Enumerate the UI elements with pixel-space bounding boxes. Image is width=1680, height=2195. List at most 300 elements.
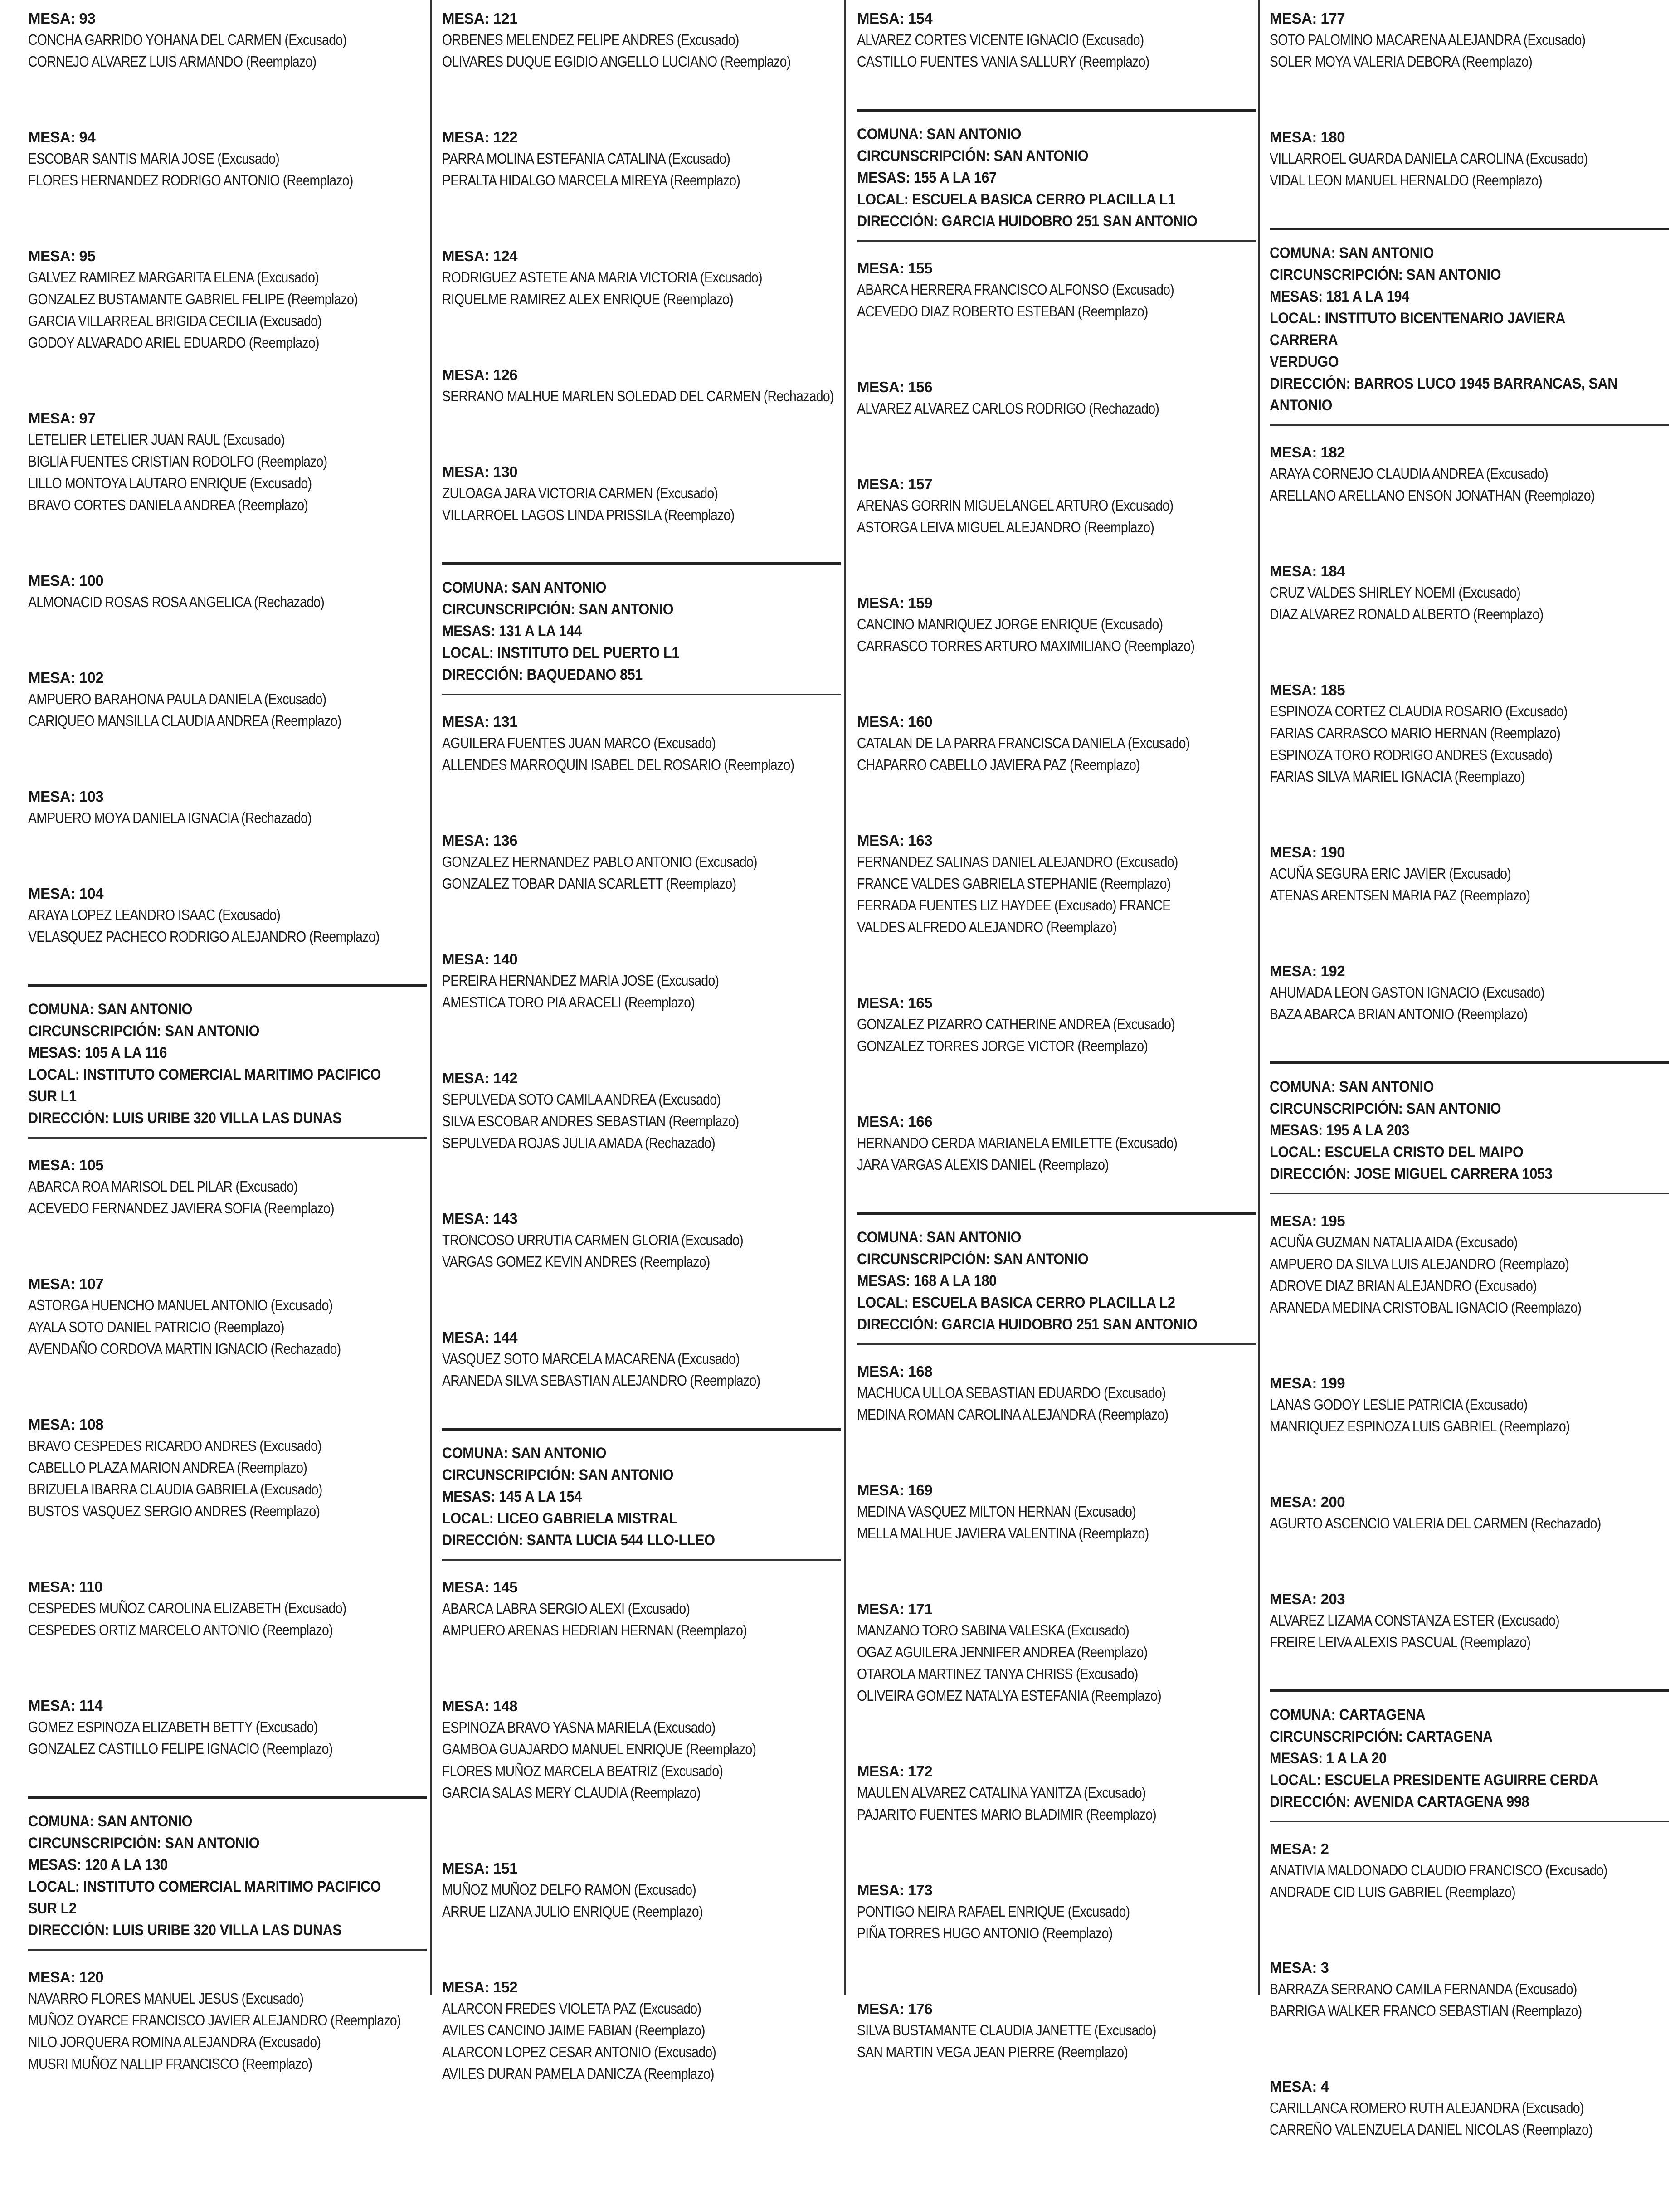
member-line: AMPUERO MOYA DANIELA IGNACIA (Rechazado)	[28, 809, 312, 826]
member-line: MEDINA VASQUEZ MILTON HERNAN (Excusado)	[857, 1503, 1136, 1520]
member-line: GONZALEZ TOBAR DANIA SCARLETT (Reemplazo)	[442, 875, 736, 892]
member-line: BIGLIA FUENTES CRISTIAN RODOLFO (Reemplazo)	[28, 453, 327, 470]
mesa-title: MESA: 105	[28, 1157, 104, 1173]
member-line: ORBENES MELENDEZ FELIPE ANDRES (Excusado)	[442, 31, 739, 48]
mesa-title: MESA: 145	[442, 1579, 518, 1596]
member-line: SEPULVEDA ROJAS JULIA AMADA (Rechazado)	[442, 1134, 715, 1151]
mesa-entry	[28, 1155, 427, 1219]
mesa-title: MESA: 180	[1270, 129, 1345, 146]
member-line: CHAPARRO CABELLO JAVIERA PAZ (Reemplazo)	[857, 756, 1140, 773]
member-line: GALVEZ RAMIREZ MARGARITA ELENA (Excusado)	[28, 269, 319, 286]
mesa-entry	[1270, 442, 1669, 506]
header-line: COMUNA: SAN ANTONIO	[857, 1229, 1022, 1246]
member-line: VILLARROEL GUARDA DANIELA CAROLINA (Excusado)	[1270, 150, 1588, 167]
member-line: FLORES HERNANDEZ RODRIGO ANTONIO (Reemplazo)	[28, 172, 353, 189]
header-line: CIRCUNSCRIPCIÓN: SAN ANTONIO	[857, 147, 1089, 165]
member-line: GOMEZ ESPINOZA ELIZABETH BETTY (Excusado)	[28, 1718, 318, 1735]
mesa-entry	[1270, 8, 1669, 73]
member-line: SILVA BUSTAMANTE CLAUDIA JANETTE (Excusado)	[857, 2022, 1156, 2039]
header-line: CIRCUNSCRIPCIÓN: SAN ANTONIO	[1270, 266, 1501, 283]
mesa-entry	[28, 883, 427, 948]
mesa-title: MESA: 200	[1270, 1494, 1345, 1510]
mesa-title: MESA: 108	[28, 1416, 104, 1433]
mesa-title: MESA: 163	[857, 832, 933, 849]
mesa-entry	[442, 711, 841, 776]
local-header	[28, 1796, 427, 1951]
member-line: OLIVEIRA GOMEZ NATALYA ESTEFANIA (Reemplazo)	[857, 1687, 1162, 1704]
mesa-title: MESA: 176	[857, 2000, 933, 2017]
header-line: DIRECCIÓN: LUIS URIBE 320 VILLA LAS DUNAS	[28, 1110, 342, 1127]
header-line: MESAS: 155 A LA 167	[857, 169, 997, 186]
member-line: ESPINOZA CORTEZ CLAUDIA ROSARIO (Excusado)	[1270, 703, 1568, 720]
column-divider	[430, 0, 432, 1995]
mesa-entry	[857, 258, 1256, 322]
member-line: GONZALEZ HERNANDEZ PABLO ANTONIO (Excusado)	[442, 853, 757, 870]
member-line: AMPUERO BARAHONA PAULA DANIELA (Excusado)	[28, 691, 326, 707]
mesa-title: MESA: 3	[1270, 1959, 1329, 1976]
header-line: LOCAL: INSTITUTO COMERCIAL MARITIMO PACIFICO	[28, 1066, 381, 1083]
mesa-entry	[442, 1577, 841, 1641]
header-line: MESAS: 120 A LA 130	[28, 1856, 168, 1874]
member-line: ALARCON FREDES VIOLETA PAZ (Excusado)	[442, 2000, 701, 2017]
member-line: AVILES DURAN PAMELA DANICZA (Reemplazo)	[442, 2065, 714, 2082]
member-line: SAN MARTIN VEGA JEAN PIERRE (Reemplazo)	[857, 2044, 1128, 2060]
member-line: ARRUE LIZANA JULIO ENRIQUE (Reemplazo)	[442, 1903, 703, 1920]
member-line: ESPINOZA BRAVO YASNA MARIELA (Excusado)	[442, 1719, 716, 1736]
mesa-entry	[857, 1599, 1256, 1707]
mesa-entry	[28, 1274, 427, 1360]
header-line: LOCAL: ESCUELA CRISTO DEL MAIPO	[1270, 1144, 1524, 1161]
member-line: ESPINOZA TORO RODRIGO ANDRES (Excusado)	[1270, 746, 1553, 763]
member-line: CATALAN DE LA PARRA FRANCISCA DANIELA (Excusado)	[857, 735, 1190, 751]
header-line: DIRECCIÓN: SANTA LUCIA 544 LLO-LLEO	[442, 1532, 715, 1549]
mesa-title: MESA: 155	[857, 260, 933, 277]
mesa-entry	[1270, 1957, 1669, 2022]
member-line: PERALTA HIDALGO MARCELA MIREYA (Reemplazo)	[442, 172, 740, 189]
mesa-title: MESA: 168	[857, 1363, 933, 1380]
member-line: JARA VARGAS ALEXIS DANIEL (Reemplazo)	[857, 1156, 1109, 1173]
mesa-entry	[442, 462, 841, 526]
member-line: VELASQUEZ PACHECO RODRIGO ALEJANDRO (Reemplazo)	[28, 928, 380, 945]
column-3	[857, 8, 1256, 2117]
member-line: ACEVEDO DIAZ ROBERTO ESTEBAN (Reemplazo)	[857, 303, 1148, 320]
mesa-title: MESA: 190	[1270, 844, 1345, 861]
member-line: ALLENDES MARROQUIN ISABEL DEL ROSARIO (Reemplazo)	[442, 756, 794, 773]
mesa-title: MESA: 192	[1270, 963, 1345, 979]
member-line: MAULEN ALVAREZ CATALINA YANITZA (Excusado)	[857, 1784, 1146, 1801]
mesa-title: MESA: 151	[442, 1860, 518, 1877]
header-line: CIRCUNSCRIPCIÓN: SAN ANTONIO	[442, 601, 674, 618]
member-line: RIQUELME RAMIREZ ALEX ENRIQUE (Reemplazo)	[442, 291, 734, 307]
mesa-title: MESA: 169	[857, 1482, 933, 1499]
member-line: LILLO MONTOYA LAUTARO ENRIQUE (Excusado)	[28, 475, 312, 492]
member-line: GARCIA VILLARREAL BRIGIDA CECILIA (Excusado)	[28, 312, 321, 329]
member-line: ACEVEDO FERNANDEZ JAVIERA SOFIA (Reemplazo)	[28, 1200, 334, 1217]
local-header	[28, 984, 427, 1139]
member-line: ACUÑA SEGURA ERIC JAVIER (Excusado)	[1270, 865, 1511, 882]
member-line: CESPEDES MUÑOZ CAROLINA ELIZABETH (Excusado)	[28, 1600, 346, 1616]
mesa-entry	[442, 365, 841, 407]
mesa-entry	[28, 570, 427, 613]
member-line: ALVAREZ CORTES VICENTE IGNACIO (Excusado)	[857, 31, 1144, 48]
mesa-title: MESA: 95	[28, 248, 96, 264]
member-line: AYALA SOTO DANIEL PATRICIO (Reemplazo)	[28, 1319, 284, 1335]
header-line: LOCAL: INSTITUTO COMERCIAL MARITIMO PACIFICO	[28, 1878, 381, 1895]
member-line: FERNANDEZ SALINAS DANIEL ALEJANDRO (Excusado)	[857, 853, 1178, 870]
member-line: AVILES CANCINO JAIME FABIAN (Reemplazo)	[442, 2022, 705, 2039]
member-line: ATENAS ARENTSEN MARIA PAZ (Reemplazo)	[1270, 887, 1530, 904]
member-line: ASTORGA LEIVA MIGUEL ALEJANDRO (Reemplazo)	[857, 519, 1154, 535]
member-line: RODRIGUEZ ASTETE ANA MARIA VICTORIA (Excusado)	[442, 269, 762, 286]
mesa-title: MESA: 160	[857, 713, 933, 730]
header-line: MESAS: 105 A LA 116	[28, 1044, 167, 1061]
mesa-title: MESA: 114	[28, 1697, 103, 1714]
header-line: SUR L1	[28, 1088, 77, 1105]
member-line: BAZA ABARCA BRIAN ANTONIO (Reemplazo)	[1270, 1006, 1528, 1022]
member-line: MUÑOZ OYARCE FRANCISCO JAVIER ALEJANDRO (Reemplazo)	[28, 2012, 401, 2029]
header-line: COMUNA: CARTAGENA	[1270, 1706, 1426, 1723]
mesa-title: MESA: 4	[1270, 2078, 1329, 2095]
member-line: AMESTICA TORO PIA ARACELI (Reemplazo)	[442, 994, 695, 1011]
member-line: CARRASCO TORRES ARTURO MAXIMILIANO (Reemplazo)	[857, 638, 1195, 654]
header-line: CIRCUNSCRIPCIÓN: SAN ANTONIO	[857, 1251, 1089, 1268]
header-line: DIRECCIÓN: LUIS URIBE 320 VILLA LAS DUNAS	[28, 1922, 342, 1939]
member-line: ANATIVIA MALDONADO CLAUDIO FRANCISCO (Excusado)	[1270, 1862, 1607, 1879]
mesa-entry	[1270, 1492, 1669, 1534]
mesa-title: MESA: 103	[28, 788, 104, 805]
local-header	[857, 1212, 1256, 1345]
member-line: SILVA ESCOBAR ANDRES SEBASTIAN (Reemplazo)	[442, 1113, 739, 1129]
header-line: CIRCUNSCRIPCIÓN: SAN ANTONIO	[28, 1835, 260, 1852]
local-header	[442, 562, 841, 695]
mesa-entry	[1270, 842, 1669, 906]
mesa-entry	[442, 1327, 841, 1392]
mesa-entry	[28, 1577, 427, 1641]
mesa-entry	[1270, 2076, 1669, 2141]
member-line: GAMBOA GUAJARDO MANUEL ENRIQUE (Reemplazo)	[442, 1741, 756, 1757]
mesa-title: MESA: 143	[442, 1210, 518, 1227]
member-line: BRAVO CESPEDES RICARDO ANDRES (Excusado)	[28, 1437, 321, 1454]
header-line: DIRECCIÓN: BARROS LUCO 1945 BARRANCAS, SAN	[1270, 375, 1617, 392]
member-line: GONZALEZ PIZARRO CATHERINE ANDREA (Excusado)	[857, 1016, 1175, 1032]
mesa-title: MESA: 100	[28, 572, 104, 589]
member-line: ZULOAGA JARA VICTORIA CARMEN (Excusado)	[442, 485, 718, 501]
mesa-entry	[442, 1858, 841, 1922]
mesa-title: MESA: 131	[442, 713, 518, 730]
member-line: CONCHA GARRIDO YOHANA DEL CARMEN (Excusado)	[28, 31, 347, 48]
header-line: COMUNA: SAN ANTONIO	[442, 1445, 607, 1462]
member-line: ARAYA LOPEZ LEANDRO ISAAC (Excusado)	[28, 906, 281, 923]
column-divider	[1258, 0, 1260, 1995]
member-line: LANAS GODOY LESLIE PATRICIA (Excusado)	[1270, 1396, 1528, 1413]
header-line: COMUNA: SAN ANTONIO	[1270, 244, 1434, 262]
header-line: LOCAL: ESCUELA BASICA CERRO PLACILLA L1	[857, 191, 1175, 208]
mesa-title: MESA: 185	[1270, 681, 1345, 698]
mesa-title: MESA: 110	[28, 1578, 103, 1595]
mesa-title: MESA: 159	[857, 594, 933, 611]
member-line: HERNANDO CERDA MARIANELA EMILETTE (Excusado)	[857, 1134, 1178, 1151]
member-line: PAJARITO FUENTES MARIO BLADIMIR (Reemplazo)	[857, 1806, 1157, 1823]
mesa-entry	[1270, 1839, 1669, 1903]
mesa-entry	[442, 949, 841, 1013]
header-line: MESAS: 131 A LA 144	[442, 623, 582, 640]
member-line: AGUILERA FUENTES JUAN MARCO (Excusado)	[442, 735, 716, 751]
header-line: DIRECCIÓN: BAQUEDANO 851	[442, 666, 643, 683]
mesa-title: MESA: 122	[442, 129, 518, 146]
member-line: VARGAS GOMEZ KEVIN ANDRES (Reemplazo)	[442, 1253, 710, 1270]
member-line: CARILLANCA ROMERO RUTH ALEJANDRA (Excusado)	[1270, 2099, 1584, 2116]
mesa-entry	[28, 127, 427, 191]
mesa-entry	[857, 593, 1256, 657]
mesa-title: MESA: 97	[28, 410, 96, 427]
header-line: COMUNA: SAN ANTONIO	[28, 1001, 193, 1018]
mesa-entry	[857, 1480, 1256, 1544]
member-line: CRUZ VALDES SHIRLEY NOEMI (Excusado)	[1270, 584, 1520, 601]
mesa-title: MESA: 107	[28, 1275, 104, 1292]
mesa-title: MESA: 172	[857, 1763, 933, 1780]
mesa-title: MESA: 136	[442, 832, 518, 849]
member-line: NILO JORQUERA ROMINA ALEJANDRA (Excusado)	[28, 2034, 321, 2050]
member-line: MUSRI MUÑOZ NALLIP FRANCISCO (Reemplazo)	[28, 2055, 312, 2072]
header-line: DIRECCIÓN: AVENIDA CARTAGENA 998	[1270, 1793, 1529, 1811]
member-line: DIAZ ALVAREZ RONALD ALBERTO (Reemplazo)	[1270, 606, 1544, 623]
header-line: DIRECCIÓN: GARCIA HUIDOBRO 251 SAN ANTONIO	[857, 1316, 1198, 1333]
local-header	[857, 109, 1256, 242]
mesa-title: MESA: 104	[28, 885, 104, 902]
mesa-entry	[857, 711, 1256, 776]
local-header	[1270, 228, 1669, 426]
mesa-entry	[1270, 1211, 1669, 1319]
mesa-entry	[857, 1880, 1256, 1944]
member-line: ARANEDA MEDINA CRISTOBAL IGNACIO (Reemplazo)	[1270, 1299, 1582, 1316]
header-line: COMUNA: SAN ANTONIO	[442, 579, 607, 596]
mesa-title: MESA: 171	[857, 1601, 933, 1617]
mesa-entry	[857, 474, 1256, 538]
mesa-title: MESA: 199	[1270, 1375, 1345, 1392]
mesa-title: MESA: 120	[28, 1969, 104, 1986]
member-line: TRONCOSO URRUTIA CARMEN GLORIA (Excusado)	[442, 1231, 744, 1248]
member-line: AMPUERO ARENAS HEDRIAN HERNAN (Reemplazo)	[442, 1622, 747, 1639]
mesa-title: MESA: 173	[857, 1882, 933, 1898]
mesa-entry	[442, 127, 841, 191]
member-line: PONTIGO NEIRA RAFAEL ENRIQUE (Excusado)	[857, 1903, 1130, 1920]
member-line: PIÑA TORRES HUGO ANTONIO (Reemplazo)	[857, 1925, 1113, 1942]
mesa-entry	[442, 1977, 841, 2085]
member-line: AVENDAÑO CORDOVA MARTIN IGNACIO (Rechazado)	[28, 1340, 341, 1357]
member-line: CABELLO PLAZA MARION ANDREA (Reemplazo)	[28, 1459, 307, 1476]
member-line: AHUMADA LEON GASTON IGNACIO (Excusado)	[1270, 984, 1544, 1001]
member-line: FLORES MUÑOZ MARCELA BEATRIZ (Excusado)	[442, 1762, 723, 1779]
mesa-entry	[857, 1761, 1256, 1825]
mesa-title: MESA: 126	[442, 366, 518, 383]
member-line: ARELLANO ARELLANO ENSON JONATHAN (Reemplazo)	[1270, 487, 1595, 504]
mesa-entry	[857, 1111, 1256, 1176]
member-line: ADROVE DIAZ BRIAN ALEJANDRO (Excusado)	[1270, 1277, 1537, 1294]
mesa-entry	[442, 8, 841, 73]
member-line: MEDINA ROMAN CAROLINA ALEJANDRA (Reemplazo)	[857, 1406, 1169, 1423]
header-line: COMUNA: SAN ANTONIO	[28, 1813, 193, 1830]
mesa-entry	[28, 246, 427, 354]
member-line: BRIZUELA IBARRA CLAUDIA GABRIELA (Excusado)	[28, 1481, 322, 1498]
header-line: LOCAL: ESCUELA PRESIDENTE AGUIRRE CERDA	[1270, 1772, 1598, 1789]
mesa-title: MESA: 93	[28, 10, 96, 27]
mesa-title: MESA: 156	[857, 379, 933, 395]
column-1	[28, 8, 427, 2129]
member-line: LETELIER LETELIER JUAN RAUL (Excusado)	[28, 431, 285, 448]
mesa-entry	[857, 993, 1256, 1057]
header-line: DIRECCIÓN: JOSE MIGUEL CARRERA 1053	[1270, 1165, 1553, 1183]
mesa-entry	[28, 786, 427, 829]
header-line: MESAS: 145 A LA 154	[442, 1488, 582, 1505]
mesa-entry	[28, 408, 427, 516]
mesa-title: MESA: 203	[1270, 1591, 1345, 1607]
mesa-title: MESA: 140	[442, 951, 518, 968]
member-line: MANRIQUEZ ESPINOZA LUIS GABRIEL (Reemplazo)	[1270, 1418, 1570, 1435]
local-header	[442, 1428, 841, 1561]
mesa-entry	[442, 1696, 841, 1804]
mesa-title: MESA: 142	[442, 1070, 518, 1086]
member-line: ARANEDA SILVA SEBASTIAN ALEJANDRO (Reemplazo)	[442, 1372, 760, 1389]
mesa-entry	[1270, 1589, 1669, 1653]
mesa-title: MESA: 165	[857, 994, 933, 1011]
member-line: MUÑOZ MUÑOZ DELFO RAMON (Excusado)	[442, 1881, 696, 1898]
mesa-entry	[857, 1361, 1256, 1426]
member-line: MANZANO TORO SABINA VALESKA (Excusado)	[857, 1622, 1130, 1639]
member-line: CARREÑO VALENZUELA DANIEL NICOLAS (Reemplazo)	[1270, 2121, 1592, 2138]
mesa-title: MESA: 124	[442, 248, 518, 264]
header-line: SUR L2	[28, 1900, 77, 1917]
mesa-entry	[1270, 561, 1669, 625]
header-line: LOCAL: INSTITUTO BICENTENARIO JAVIERA CARRERA	[1270, 310, 1565, 349]
mesa-entry	[442, 1068, 841, 1154]
column-4	[1270, 8, 1669, 2195]
member-line: NAVARRO FLORES MANUEL JESUS (Excusado)	[28, 1990, 304, 2007]
mesa-title: MESA: 130	[442, 463, 518, 480]
mesa-title: MESA: 177	[1270, 10, 1345, 27]
member-line: SOTO PALOMINO MACARENA ALEJANDRA (Excusado)	[1270, 31, 1586, 48]
mesa-entry	[442, 246, 841, 310]
mesa-entry	[28, 1967, 427, 2075]
member-line: OTAROLA MARTINEZ TANYA CHRISS (Excusado)	[857, 1665, 1138, 1682]
member-line: GODOY ALVARADO ARIEL EDUARDO (Reemplazo)	[28, 334, 319, 351]
member-line: SEPULVEDA SOTO CAMILA ANDREA (Excusado)	[442, 1091, 721, 1108]
member-line: VASQUEZ SOTO MARCELA MACARENA (Excusado)	[442, 1350, 740, 1367]
header-line: LOCAL: INSTITUTO DEL PUERTO L1	[442, 644, 680, 662]
member-line: ARAYA CORNEJO CLAUDIA ANDREA (Excusado)	[1270, 465, 1549, 482]
mesa-title: MESA: 154	[857, 10, 933, 27]
header-line: DIRECCIÓN: GARCIA HUIDOBRO 251 SAN ANTONIO	[857, 213, 1198, 230]
mesa-entry	[28, 1414, 427, 1522]
member-line: FREIRE LEIVA ALEXIS PASCUAL (Reemplazo)	[1270, 1634, 1531, 1650]
member-line: CESPEDES ORTIZ MARCELO ANTONIO (Reemplazo)	[28, 1621, 333, 1638]
member-line: ABARCA LABRA SERGIO ALEXI (Excusado)	[442, 1600, 690, 1617]
header-line: VERDUGO	[1270, 353, 1339, 370]
member-line: OLIVARES DUQUE EGIDIO ANGELLO LUCIANO (Reemplazo)	[442, 53, 791, 70]
local-header	[1270, 1061, 1669, 1194]
member-line: ABARCA HERRERA FRANCISCO ALFONSO (Excusado)	[857, 281, 1174, 298]
header-line: LOCAL: ESCUELA BASICA CERRO PLACILLA L2	[857, 1294, 1175, 1311]
header-line: CIRCUNSCRIPCIÓN: SAN ANTONIO	[442, 1466, 674, 1484]
member-line: ANDRADE CID LUIS GABRIEL (Reemplazo)	[1270, 1884, 1515, 1900]
header-line: MESAS: 1 A LA 20	[1270, 1750, 1387, 1767]
mesa-title: MESA: 102	[28, 669, 104, 686]
mesa-title: MESA: 152	[442, 1979, 518, 1995]
member-line: GONZALEZ CASTILLO FELIPE IGNACIO (Reemplazo)	[28, 1740, 333, 1757]
member-line: GONZALEZ TORRES JORGE VICTOR (Reemplazo)	[857, 1037, 1148, 1054]
member-line: AGURTO ASCENCIO VALERIA DEL CARMEN (Rechazado)	[1270, 1515, 1601, 1532]
mesa-title: MESA: 121	[442, 10, 518, 27]
mesa-entry	[28, 8, 427, 73]
header-line: COMUNA: SAN ANTONIO	[1270, 1078, 1434, 1095]
member-line: SERRANO MALHUE MARLEN SOLEDAD DEL CARMEN (Rechazado)	[442, 388, 834, 404]
member-line: MACHUCA ULLOA SEBASTIAN EDUARDO (Excusado)	[857, 1384, 1166, 1401]
mesa-entry	[1270, 680, 1669, 788]
mesa-entry	[1270, 1373, 1669, 1437]
member-line: CASTILLO FUENTES VANIA SALLURY (Reemplazo)	[857, 53, 1149, 70]
member-line: ASTORGA HUENCHO MANUEL ANTONIO (Excusado)	[28, 1297, 333, 1314]
mesa-title: MESA: 148	[442, 1698, 518, 1714]
member-line: PARRA MOLINA ESTEFANIA CATALINA (Excusado)	[442, 150, 730, 167]
mesa-entry	[857, 1999, 1256, 2063]
column-2	[442, 8, 841, 2139]
mesa-title: MESA: 182	[1270, 444, 1345, 461]
member-line: ACUÑA GUZMAN NATALIA AIDA (Excusado)	[1270, 1234, 1518, 1251]
header-line: MESAS: 195 A LA 203	[1270, 1122, 1409, 1139]
member-line: MELLA MALHUE JAVIERA VALENTINA (Reemplazo)	[857, 1525, 1149, 1542]
member-line: ABARCA ROA MARISOL DEL PILAR (Excusado)	[28, 1178, 298, 1195]
mesa-entry	[857, 377, 1256, 419]
mesa-entry	[442, 1208, 841, 1273]
column-divider	[844, 0, 846, 1995]
member-line: BARRAZA SERRANO CAMILA FERNANDA (Excusado)	[1270, 1981, 1577, 1997]
header-line: CIRCUNSCRIPCIÓN: SAN ANTONIO	[28, 1022, 260, 1040]
mesa-entry	[857, 830, 1256, 938]
member-line: BARRIGA WALKER FRANCO SEBASTIAN (Reemplazo)	[1270, 2002, 1582, 2019]
mesa-title: MESA: 184	[1270, 563, 1345, 579]
mesa-title: MESA: 2	[1270, 1840, 1329, 1857]
member-line: PEREIRA HERNANDEZ MARIA JOSE (Excusado)	[442, 972, 719, 989]
header-line: MESAS: 168 A LA 180	[857, 1272, 997, 1290]
member-line: ALARCON LOPEZ CESAR ANTONIO (Excusado)	[442, 2044, 716, 2060]
member-line: GONZALEZ BUSTAMANTE GABRIEL FELIPE (Reemplazo)	[28, 291, 358, 307]
mesa-entry	[28, 667, 427, 732]
member-line: FERRADA FUENTES LIZ HAYDEE (Excusado) FRANCE	[857, 897, 1171, 914]
mesa-entry	[442, 830, 841, 895]
mesa-entry	[857, 8, 1256, 73]
mesa-title: MESA: 94	[28, 129, 96, 146]
member-line: VIDAL LEON MANUEL HERNALDO (Reemplazo)	[1270, 172, 1543, 189]
header-line: LOCAL: LICEO GABRIELA MISTRAL	[442, 1510, 677, 1527]
mesa-entry	[1270, 127, 1669, 191]
mesa-title: MESA: 195	[1270, 1212, 1345, 1229]
header-line: COMUNA: SAN ANTONIO	[857, 126, 1022, 143]
member-line: BRAVO CORTES DANIELA ANDREA (Reemplazo)	[28, 496, 308, 513]
member-line: CANCINO MANRIQUEZ JORGE ENRIQUE (Excusado)	[857, 616, 1163, 633]
mesa-entry	[1270, 961, 1669, 1025]
mesa-entry	[28, 1695, 427, 1760]
member-line: GARCIA SALAS MERY CLAUDIA (Reemplazo)	[442, 1784, 701, 1801]
member-line: ESCOBAR SANTIS MARIA JOSE (Excusado)	[28, 150, 280, 167]
member-line: CORNEJO ALVAREZ LUIS ARMANDO (Reemplazo)	[28, 53, 317, 70]
member-line: FARIAS CARRASCO MARIO HERNAN (Reemplazo)	[1270, 725, 1561, 741]
member-line: AMPUERO DA SILVA LUIS ALEJANDRO (Reemplazo)	[1270, 1256, 1569, 1272]
header-line: CIRCUNSCRIPCIÓN: CARTAGENA	[1270, 1728, 1493, 1745]
member-line: ALMONACID ROSAS ROSA ANGELICA (Rechazado)	[28, 594, 325, 610]
mesa-title: MESA: 166	[857, 1113, 933, 1130]
member-line: ALVAREZ ALVAREZ CARLOS RODRIGO (Rechazado)	[857, 400, 1159, 417]
member-line: ALVAREZ LIZAMA CONSTANZA ESTER (Excusado)	[1270, 1612, 1559, 1629]
member-line: VILLARROEL LAGOS LINDA PRISSILA (Reemplazo)	[442, 506, 735, 523]
